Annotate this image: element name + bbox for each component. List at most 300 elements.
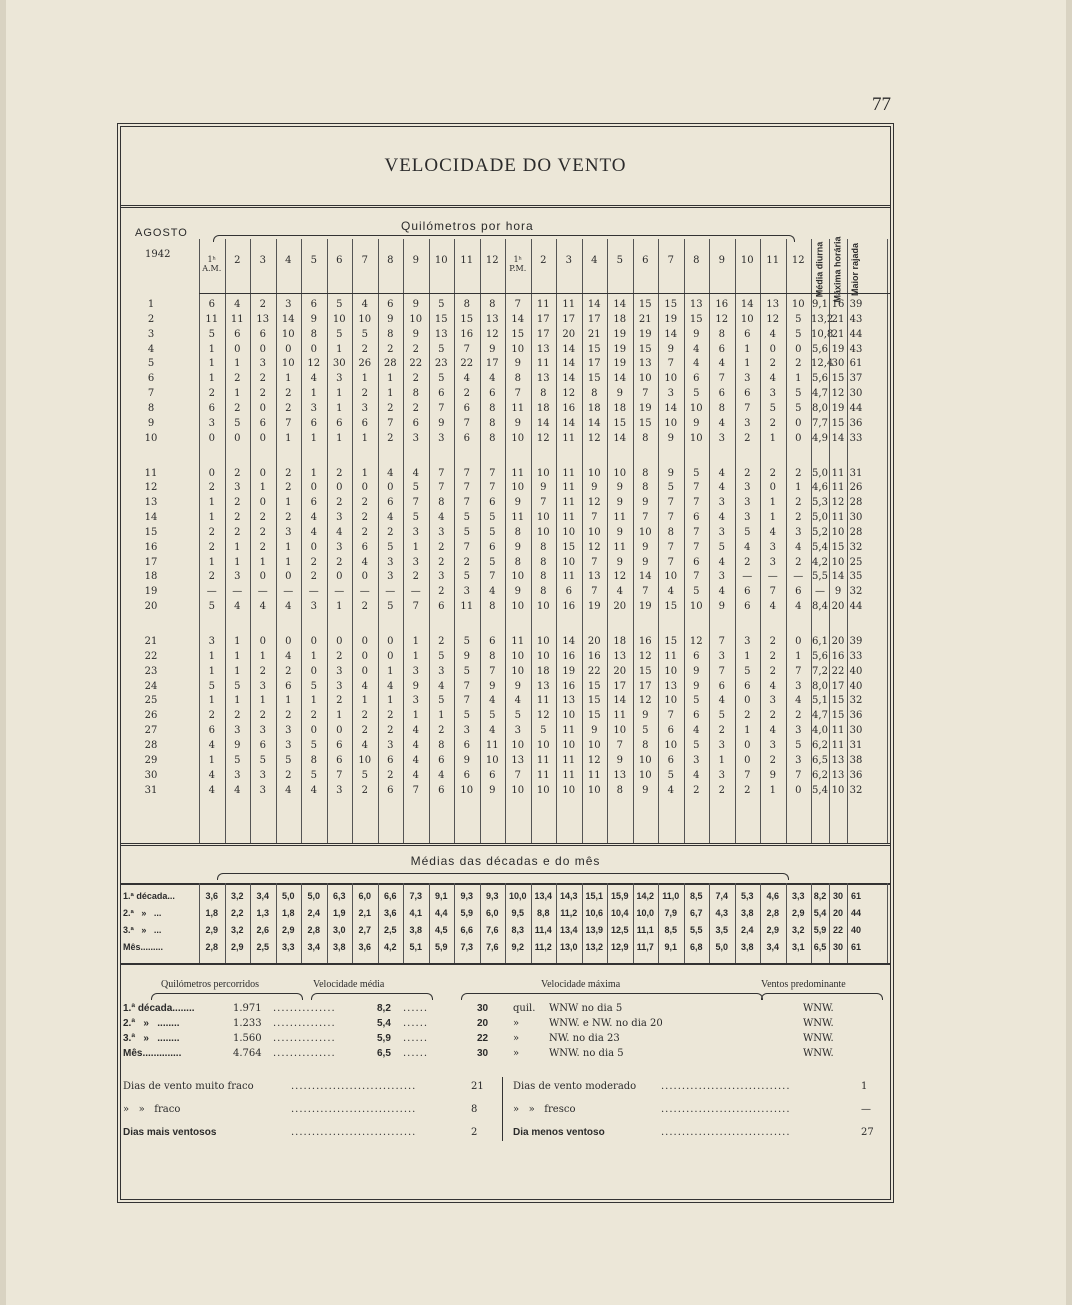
decade-cell: 2,9	[281, 925, 295, 935]
distance-value: 1.233	[233, 1018, 262, 1029]
table-cell: 18	[613, 313, 627, 325]
table-cell: 10	[536, 784, 550, 796]
decade-cell: 8,8	[536, 908, 550, 918]
table-cell: 13	[766, 299, 780, 310]
table-cell: 7	[463, 541, 470, 553]
decade-cell: 3,2	[230, 925, 244, 935]
table-cell: 1	[208, 556, 215, 568]
table-cell: 8,4	[812, 601, 828, 613]
table-cell: 8	[616, 784, 623, 796]
table-cell: 2	[259, 710, 266, 722]
day-number: 12	[144, 482, 158, 494]
decade-cell: 3,6	[358, 942, 371, 952]
table-cell: 20	[613, 601, 627, 613]
table-cell: 4	[310, 526, 317, 538]
table-cell: 5	[693, 388, 700, 400]
table-cell: 5	[795, 388, 802, 400]
table-cell: 12,4	[811, 358, 834, 370]
column-rule	[199, 883, 200, 963]
leader-dots: ...............	[273, 1018, 336, 1029]
table-cell: 5,6	[812, 373, 828, 385]
column-rule	[480, 239, 481, 843]
day-number: 21	[144, 636, 158, 647]
table-cell: 13	[256, 313, 270, 325]
table-cell: 0	[208, 467, 215, 479]
table-cell: 4	[361, 299, 368, 310]
table-cell: 4	[285, 601, 292, 613]
table-cell: 3	[412, 556, 419, 568]
decade-cell: 3,6	[205, 891, 218, 901]
table-cell: 17	[613, 680, 627, 692]
table-cell: 7	[387, 417, 394, 429]
table-cell: 14	[831, 432, 845, 444]
table-cell: 6	[310, 299, 317, 310]
max-speed-desc: WNW. no dia 5	[549, 1048, 624, 1059]
table-cell: 1	[208, 512, 215, 524]
decade-cell: 6,6	[383, 891, 397, 901]
day-number: 25	[144, 695, 158, 707]
table-cell: 4	[387, 467, 394, 479]
hour-header: 6	[642, 255, 649, 266]
decade-cell: 13,0	[559, 942, 578, 952]
table-cell: 3	[336, 665, 343, 677]
table-cell: 0	[259, 571, 266, 583]
table-cell: 12	[587, 754, 601, 766]
table-cell: 2	[387, 432, 394, 444]
table-cell: 4	[412, 754, 419, 766]
table-cell: 1	[234, 388, 241, 400]
table-cell: 5	[310, 739, 317, 751]
decade-cell: 10,0	[508, 891, 527, 901]
table-cell: 22	[460, 358, 474, 370]
table-cell: 0	[387, 650, 394, 662]
table-cell: 5	[769, 402, 776, 414]
table-cell: 0	[336, 571, 343, 583]
days-value-right: 27	[861, 1127, 874, 1138]
table-cell: 2	[387, 526, 394, 538]
table-cell: 9	[591, 482, 598, 494]
table-cell: 4	[489, 586, 496, 598]
table-cell: 7	[718, 636, 725, 647]
table-cell: 5	[361, 769, 368, 781]
table-cell: 5	[744, 526, 751, 538]
table-cell: 2	[795, 556, 802, 568]
table-cell: 7	[718, 665, 725, 677]
table-cell: 11	[460, 601, 474, 613]
table-cell: 3	[234, 725, 241, 737]
column-rule	[531, 239, 532, 843]
column-rule	[760, 239, 761, 843]
decade-cell: 2,7	[358, 925, 371, 935]
mean-speed-value: 5,9	[377, 1033, 391, 1044]
table-cell: 1	[310, 650, 317, 662]
page-title: VELOCIDADE DO VENTO	[384, 155, 627, 176]
hour-header: 1ʰ A.M.	[202, 255, 222, 273]
table-cell: 3	[387, 556, 394, 568]
table-cell: 7	[540, 497, 547, 509]
table-cell: 3	[310, 402, 317, 414]
day-number: 3	[147, 328, 155, 340]
table-cell: 5	[718, 541, 725, 553]
hour-header: 8	[693, 255, 700, 266]
table-cell: 1	[285, 556, 292, 568]
table-cell: 1	[259, 650, 266, 662]
decade-cell: 5,5	[689, 925, 703, 935]
table-cell: 0	[795, 432, 802, 444]
table-cell: 32	[849, 541, 863, 553]
table-cell: 4	[489, 695, 496, 707]
table-cell: 8,0	[812, 680, 828, 692]
table-cell: 8	[540, 388, 547, 400]
column-rule	[582, 239, 583, 843]
table-cell: 7	[438, 467, 445, 479]
table-cell: —	[410, 586, 421, 598]
table-cell: 10	[281, 328, 295, 340]
table-cell: 7	[285, 417, 292, 429]
table-cell: 12	[638, 695, 652, 707]
table-cell: 20	[831, 636, 845, 647]
table-cell: 2	[769, 417, 776, 429]
table-cell: 6	[718, 680, 725, 692]
table-cell: 4,7	[812, 710, 828, 722]
hour-header: 5	[310, 255, 317, 266]
month-label: AGOSTO	[135, 227, 188, 239]
summary-column-header: Velocidade média	[313, 979, 385, 990]
decade-cell: 3,2	[230, 891, 244, 901]
table-cell: 2	[438, 586, 445, 598]
max-speed-value: 30	[477, 1048, 489, 1059]
table-cell: 4	[795, 695, 802, 707]
decade-cell: 2,9	[205, 925, 218, 935]
table-cell: 1	[412, 650, 419, 662]
decade-cell: 7,3	[409, 891, 422, 901]
table-cell: 9	[412, 680, 419, 692]
summary-row-label: 1.ª década........	[123, 1003, 195, 1014]
table-frame	[117, 123, 894, 1203]
day-number: 10	[144, 432, 158, 444]
table-cell: 9	[616, 497, 623, 509]
table-cell: 1	[387, 373, 394, 385]
table-cell: 11	[511, 636, 525, 647]
decade-cell: 8,5	[689, 891, 703, 901]
divider	[121, 843, 890, 846]
table-cell: 0	[234, 432, 241, 444]
table-cell: 6	[667, 725, 674, 737]
table-cell: —	[793, 571, 804, 583]
table-cell: 1	[285, 432, 292, 444]
decade-cell: 5,3	[740, 891, 754, 901]
table-cell: 9	[463, 650, 470, 662]
table-cell: 2	[361, 343, 368, 355]
summary-row-label: 2.ª » ........	[123, 1018, 180, 1029]
decade-label: 1.ª década...	[123, 891, 175, 901]
table-cell: 11	[562, 432, 576, 444]
table-cell: 7	[412, 784, 419, 796]
table-cell: 8	[310, 754, 317, 766]
column-rule	[352, 883, 353, 963]
table-cell: 4	[616, 586, 623, 598]
table-cell: 1	[336, 432, 343, 444]
table-cell: 0	[259, 497, 266, 509]
table-cell: 9	[540, 482, 547, 494]
table-cell: 0	[795, 343, 802, 355]
table-cell: 10	[332, 313, 346, 325]
table-cell: 9	[616, 556, 623, 568]
table-cell: 3	[744, 373, 751, 385]
table-cell: 4	[693, 769, 700, 781]
table-cell: 3	[744, 482, 751, 494]
table-cell: 10	[511, 432, 525, 444]
table-cell: 4	[718, 482, 725, 494]
table-cell: 14	[562, 636, 576, 647]
table-cell: 3	[234, 769, 241, 781]
table-cell: 6	[693, 650, 700, 662]
column-rule	[276, 239, 277, 843]
table-cell: 5,1	[812, 695, 828, 707]
table-cell: 1	[387, 665, 394, 677]
table-cell: 8	[642, 432, 649, 444]
table-cell: 32	[849, 586, 863, 598]
hour-header: 3	[259, 255, 266, 266]
decade-cell: 3,4	[766, 942, 779, 952]
table-cell: 3	[718, 432, 725, 444]
decade-cell: 7,3	[460, 942, 473, 952]
table-cell: 10	[664, 739, 678, 751]
table-cell: 11	[536, 358, 550, 370]
table-cell: 9	[718, 601, 725, 613]
table-cell: 7	[769, 586, 776, 598]
table-cell: 10	[587, 467, 601, 479]
column-rule	[847, 883, 848, 963]
table-cell: 5	[489, 526, 496, 538]
table-cell: 3	[438, 571, 445, 583]
table-cell: 6,2	[812, 769, 828, 781]
table-cell: 8	[540, 541, 547, 553]
table-cell: 15	[831, 373, 845, 385]
decade-cell: 3,1	[791, 942, 805, 952]
table-cell: 1	[285, 695, 292, 707]
table-cell: 44	[849, 328, 863, 340]
table-cell: 11	[613, 710, 627, 722]
table-cell: 3	[795, 754, 802, 766]
decade-cell: 11,4	[534, 925, 552, 935]
table-cell: 0	[336, 482, 343, 494]
table-cell: 10	[664, 571, 678, 583]
table-cell: 2	[744, 784, 751, 796]
decade-cell: 9,2	[511, 942, 524, 952]
decade-cell: 2,5	[383, 925, 397, 935]
max-speed-unit: »	[513, 1018, 520, 1029]
table-cell: 4	[412, 725, 419, 737]
table-cell: 6,1	[812, 636, 828, 647]
table-cell: 2	[208, 541, 215, 553]
table-cell: 1	[208, 650, 215, 662]
decade-cell: 7,6	[485, 925, 499, 935]
table-cell: 6	[693, 556, 700, 568]
decade-cell: 11,7	[636, 942, 654, 952]
decade-cell: 30	[832, 891, 843, 901]
table-cell: 28	[383, 358, 397, 370]
max-speed-value: 20	[477, 1018, 489, 1029]
table-cell: 2	[234, 402, 241, 414]
table-cell: 38	[849, 754, 863, 766]
table-cell: 11	[511, 402, 525, 414]
table-cell: 7	[795, 665, 802, 677]
max-speed-desc: NW. no dia 23	[549, 1033, 620, 1044]
decade-cell: 7,9	[664, 908, 677, 918]
table-cell: 13	[638, 358, 652, 370]
table-cell: 32	[849, 784, 863, 796]
table-cell: 5	[693, 586, 700, 598]
table-cell: 1	[336, 388, 343, 400]
table-cell: 14	[613, 299, 627, 310]
table-cell: 1	[412, 710, 419, 722]
table-cell: 1	[769, 512, 776, 524]
decade-cell: 3,0	[332, 925, 346, 935]
table-cell: 10	[740, 313, 754, 325]
day-number: 5	[147, 358, 155, 370]
table-cell: 16	[562, 601, 576, 613]
table-cell: 4	[208, 739, 215, 751]
table-cell: 3	[285, 739, 292, 751]
table-cell: 15	[587, 710, 601, 722]
decade-cell: 8,2	[813, 891, 827, 901]
table-cell: 18	[587, 402, 601, 414]
table-cell: 4	[387, 680, 394, 692]
table-cell: 13	[511, 754, 525, 766]
decade-cell: 13,2	[585, 942, 604, 952]
decade-cell: 5,1	[409, 942, 422, 952]
table-cell: 9	[514, 358, 521, 370]
table-cell: 10	[536, 601, 550, 613]
table-cell: 2	[438, 556, 445, 568]
table-cell: 10,8	[811, 328, 834, 340]
table-cell: 2	[361, 784, 368, 796]
table-cell: 5	[412, 482, 419, 494]
table-cell: 2	[310, 710, 317, 722]
table-cell: 20	[613, 665, 627, 677]
table-cell: 14	[613, 373, 627, 385]
days-label-right: Dias de vento moderado	[513, 1081, 637, 1092]
table-cell: 20	[562, 328, 576, 340]
day-number: 1	[147, 299, 155, 310]
table-cell: 14	[613, 695, 627, 707]
table-cell: 37	[849, 373, 863, 385]
table-cell: 9	[693, 680, 700, 692]
table-cell: 3	[718, 526, 725, 538]
table-cell: 4	[489, 725, 496, 737]
table-cell: 15	[511, 328, 525, 340]
table-cell: 6	[387, 784, 394, 796]
table-cell: 11	[562, 512, 576, 524]
table-cell: 3	[795, 680, 802, 692]
table-cell: 12	[307, 358, 321, 370]
decade-cell: 4,5	[434, 925, 448, 935]
decade-cell: 30	[832, 942, 843, 952]
day-number: 9	[147, 417, 155, 429]
table-cell: 9	[616, 482, 623, 494]
day-number: 17	[144, 556, 158, 568]
table-cell: 2	[208, 526, 215, 538]
decade-cell: 3,3	[281, 942, 295, 952]
decade-cell: 5,0	[281, 891, 295, 901]
table-cell: 9	[693, 665, 700, 677]
table-cell: 14	[664, 402, 678, 414]
table-cell: 4	[769, 725, 776, 737]
table-cell: 18	[613, 636, 627, 647]
table-cell: 11	[831, 725, 845, 737]
table-cell: 26	[358, 358, 372, 370]
hour-header: 3	[565, 255, 572, 266]
table-cell: 2	[438, 636, 445, 647]
hour-header: 10	[740, 255, 754, 266]
table-cell: 28	[849, 526, 863, 538]
table-cell: 17	[536, 313, 550, 325]
table-cell: 2	[438, 541, 445, 553]
table-cell: 16	[562, 402, 576, 414]
table-cell: 5,6	[812, 650, 828, 662]
table-cell: 2	[285, 665, 292, 677]
table-cell: 5,0	[812, 512, 828, 524]
column-rule	[847, 239, 848, 843]
leader-dots: ...............	[273, 1048, 336, 1059]
table-cell: 12	[766, 313, 780, 325]
day-number: 11	[144, 467, 158, 479]
table-cell: 5	[234, 417, 241, 429]
summary-brace	[217, 873, 789, 880]
table-cell: 0	[310, 725, 317, 737]
table-cell: 10	[511, 784, 525, 796]
table-cell: 16	[638, 636, 652, 647]
hour-header: 8	[387, 255, 394, 266]
table-cell: 1	[744, 725, 751, 737]
table-cell: 0	[361, 665, 368, 677]
table-cell: 4	[336, 526, 343, 538]
table-cell: 7	[489, 665, 496, 677]
day-number: 2	[147, 313, 155, 325]
table-cell: 3	[412, 432, 419, 444]
table-cell: 1	[718, 754, 725, 766]
mean-speed-value: 8,2	[377, 1003, 391, 1014]
table-cell: 0	[336, 725, 343, 737]
column-rule	[327, 239, 328, 843]
table-cell: 7	[667, 512, 674, 524]
table-cell: 3	[387, 571, 394, 583]
table-cell: 15	[587, 343, 601, 355]
table-cell: 0	[795, 636, 802, 647]
table-cell: 4	[769, 526, 776, 538]
table-cell: 1	[234, 358, 241, 370]
decade-cell: 1,8	[205, 908, 218, 918]
table-cell: 5	[489, 710, 496, 722]
table-cell: 3	[208, 417, 215, 429]
table-cell: 32	[849, 695, 863, 707]
table-cell: 0	[259, 432, 266, 444]
table-cell: 3	[718, 571, 725, 583]
table-cell: 8	[540, 556, 547, 568]
table-cell: 3	[438, 526, 445, 538]
table-cell: 3	[234, 571, 241, 583]
table-cell: 6	[336, 739, 343, 751]
header-brace	[311, 993, 433, 1000]
leader-dots: ...............	[273, 1003, 336, 1014]
table-cell: 10	[664, 373, 678, 385]
table-cell: 2	[259, 526, 266, 538]
table-cell: 3	[514, 725, 521, 737]
column-rule	[352, 239, 353, 843]
decade-cell: 5,9	[813, 925, 827, 935]
column-rule	[811, 239, 812, 843]
